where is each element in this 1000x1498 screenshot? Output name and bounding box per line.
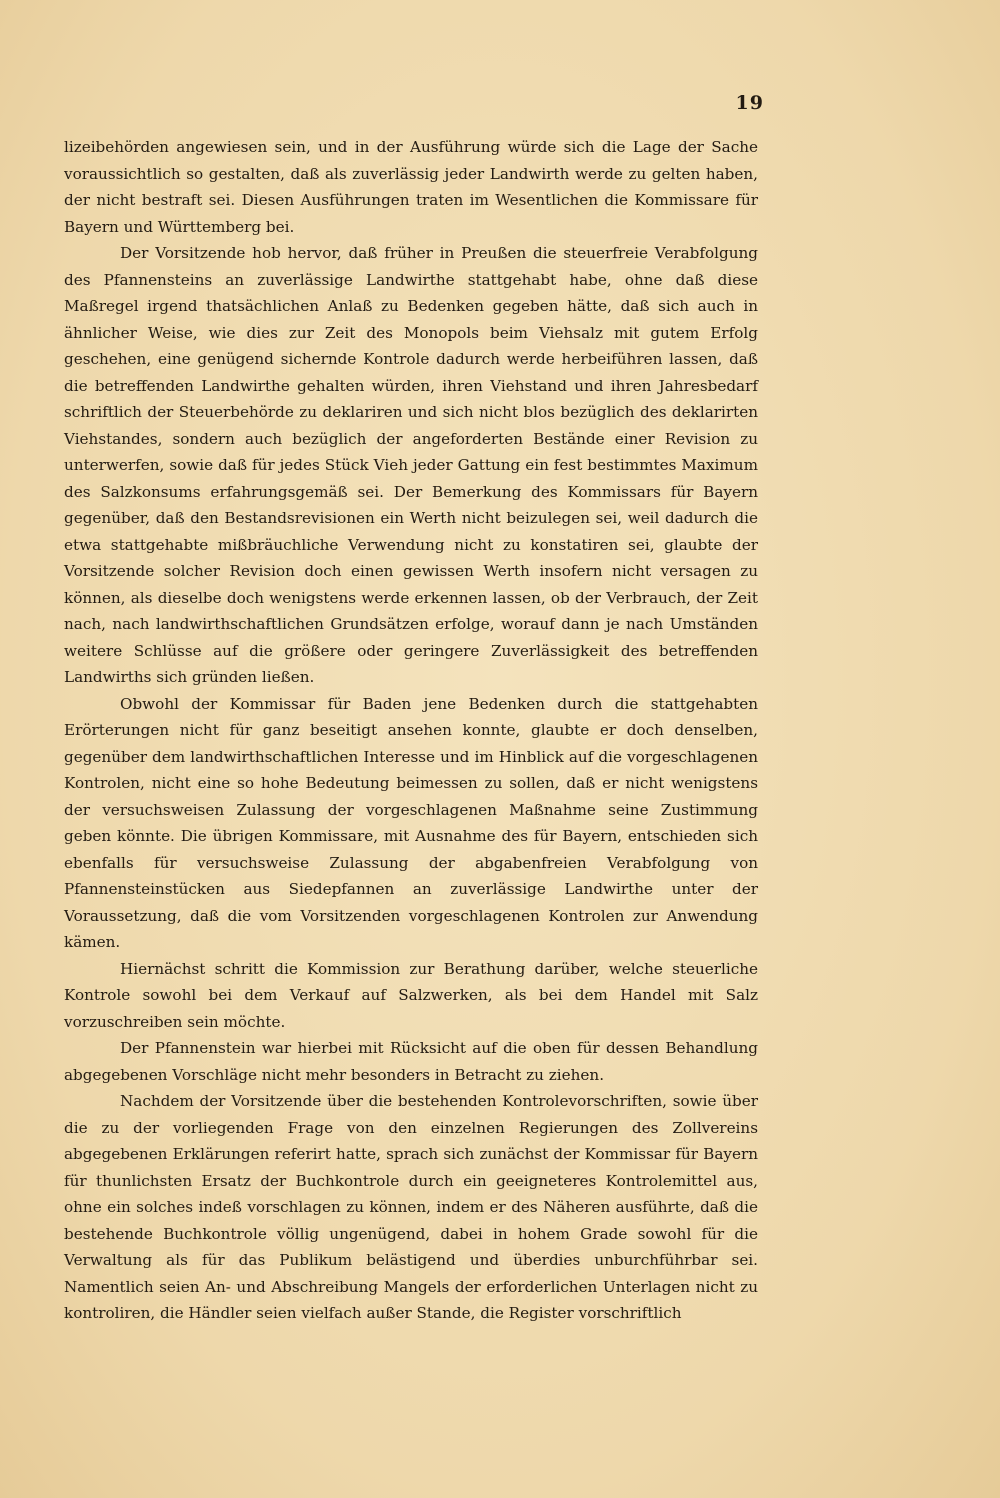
paragraph: Obwohl der Kommissar für Baden jene Bedenken durch die stattgehabten Erörterungen nicht für ganz beseitigt ansehen konnte, glaubte er doch denselben, gegenüber dem landwirthschaftlichen Interesse und im Hinblick auf die vorgeschlagenen Kontrolen, nicht eine so hohe Bedeutung beimessen zu sollen, daß er nicht wenigstens der versuchsweisen Zulassung der vorgeschlagenen Maßnahme seine Zustimmung geben könnte. Die übrigen Kommissare, mit Ausnahme des für Bayern, entschieden sich ebenfalls für versuchsweise Zulassung der abgabenfreien Verabfolgung von Pfannensteinstücken aus Siedepfannen an zuverlässige Landwirthe unter der Voraussetzung, daß die vom Vorsitzenden vorgeschlagenen Kontrolen zur Anwendung kämen. xyxy=(64,694,758,951)
body-text xyxy=(64,134,758,1327)
paragraph: Der Pfannenstein war hierbei mit Rücksicht auf die oben für dessen Behandlung abgegebenen Vorschläge nicht mehr besonders in Betracht zu ziehen. xyxy=(64,1039,758,1084)
paragraph: Der Vorsitzende hob hervor, daß früher in Preußen die steuerfreie Verabfolgung des Pfannensteins an zuverlässige Landwirthe stattgehabt habe, ohne daß diese Maßregel irgend thatsächlichen Anlaß zu Bedenken gegeben hätte, daß sich auch in ähnlicher Weise, wie dies zur Zeit des Monopols beim Viehsalz mit gutem Erfolg geschehen, eine genügend sichernde Kontrole dadurch werde herbeiführen lassen, daß die betreffenden Landwirthe gehalten würden, ihren Viehstand und ihren Jahresbedarf schriftlich der Steuerbehörde zu deklariren und sich nicht blos bezüglich des deklarirten Viehstandes, sondern auch bezüglich der angeforderten Bestände einer Revision zu unterwerfen, sowie daß für jedes Stück Vieh jeder Gattung ein fest bestimmtes Maximum des Salzkonsums erfahrungsgemäß sei. Der Bemerkung des Kommissars für Bayern gegenüber, daß den Bestandsrevisionen ein Werth nicht beizulegen sei, weil dadurch die etwa stattgehabte mißbräuchliche Verwendung nicht zu konstatiren sei, glaubte der Vorsitzende solcher Revision doch einen gewissen Werth insofern nicht versagen zu können, als dieselbe doch wenigstens werde erkennen lassen, ob der Verbrauch, der Zeit nach, nach landwirthschaftlichen Grundsätzen erfolge, worauf dann je nach Umständen weitere Schlüsse auf die größere oder geringere Zuverlässigkeit des betreffenden Landwirths sich gründen ließen. xyxy=(64,244,758,686)
paragraph: lizeibehörden angewiesen sein, und in der Ausführung würde sich die Lage der Sache voraussichtlich so gestalten, daß als zuverlässig jeder Landwirth werde zu gelten haben, der nicht bestraft sei. Diesen Ausführungen traten im Wesentlichen die Kommissare für Bayern und Württemberg bei. xyxy=(64,138,758,236)
paragraph: Hiernächst schritt die Kommission zur Berathung darüber, welche steuerliche Kontrole sowohl bei dem Verkauf auf Salzwerken, als bei dem Handel mit Salz vorzuschreiben sein möchte. xyxy=(64,959,758,1031)
page-number: 19 xyxy=(735,92,764,114)
paragraph: Nachdem der Vorsitzende über die bestehenden Kontrolevorschriften, sowie über die zu der vorliegenden Frage von den einzelnen Regierungen des Zollvereins abgegebenen Erklärungen referirt hatte, sprach sich zunächst der Kommissar für Bayern für thunlichsten Ersatz der Buchkontrole durch ein geeigneteres Kontrolemittel aus, ohne ein solches indeß vorschlagen zu können, indem er des Näheren ausführte, daß die bestehende Buchkontrole völlig ungenügend, dabei in hohem Grade sowohl für die Verwaltung als für das Publikum belästigend und überdies unburchführbar sei. Namentlich seien An- und Abschreibung Mangels der erforderlichen Unterlagen nicht zu kontroliren, die Händler seien vielfach außer Stande, die Register vorschriftlich xyxy=(64,1092,758,1322)
